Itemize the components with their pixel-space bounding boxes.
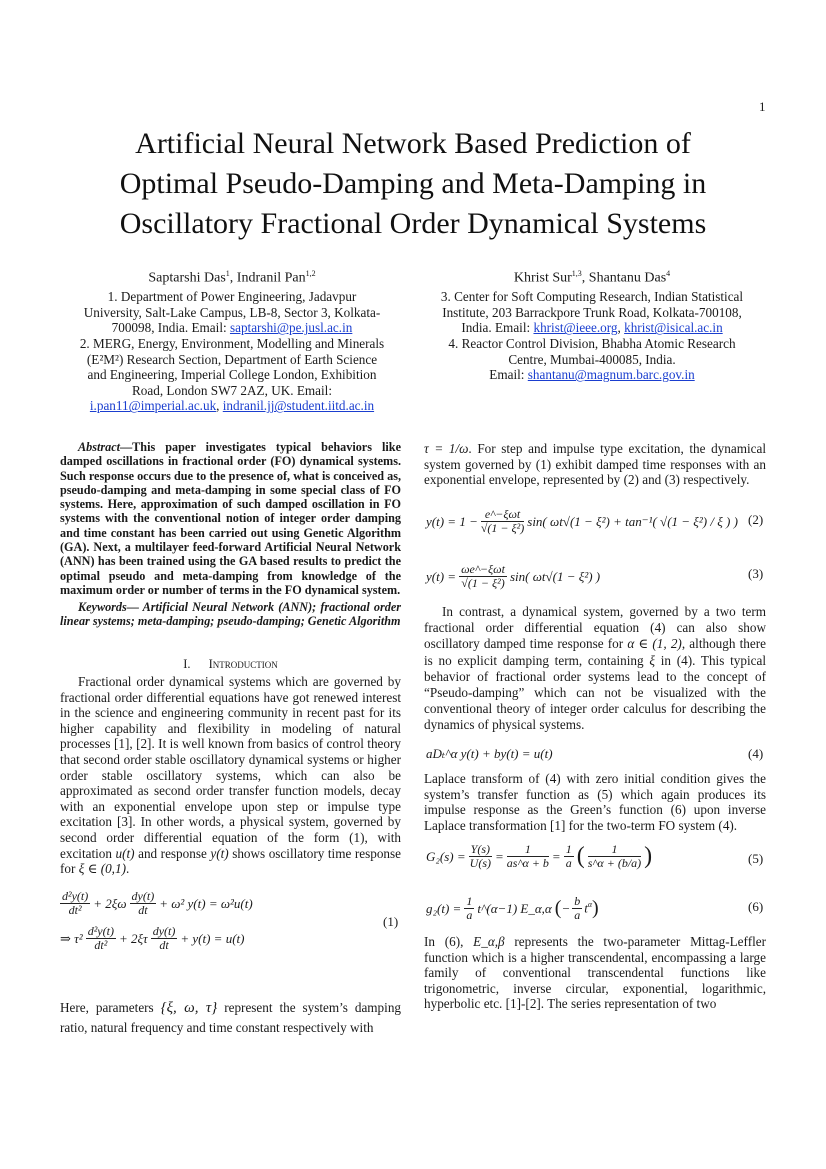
equation-number: (2): [748, 512, 764, 527]
equation-line: [426, 563, 600, 590]
affiliation-text: Email:: [489, 367, 528, 383]
inline-math: {ξ, ω, τ}: [160, 1000, 218, 1016]
denominator: dt: [138, 903, 148, 917]
paragraph: [424, 441, 766, 488]
paragraph-text: In contrast, a dynamical system, governed by a two term fractional order differential equation (4) can also show oscillatory damped time response for: [424, 604, 766, 652]
title-line: Oscillatory Fractional Order Dynamical Systems: [119, 207, 707, 240]
affiliation-line: 4. Reactor Control Division, Bhabha Atomic Research: [448, 336, 736, 352]
denominator: dt²: [68, 903, 82, 917]
author-name: Shantanu Das: [588, 270, 667, 286]
fraction: [507, 843, 549, 870]
denominator: dt: [159, 938, 169, 952]
affiliation-line: 3. Center for Soft Computing Research, Indian Statistical: [440, 289, 744, 305]
equation-number: (1): [383, 914, 399, 929]
fraction: [469, 843, 492, 870]
title-line: Optimal Pseudo-Damping and Meta-Damping in: [119, 167, 707, 200]
eq-term: + y(t) = u(t): [180, 930, 245, 946]
eq-term: sin( ωt√(1 − ξ²) + tan⁻¹( √(1 − ξ²) / ξ ) ): [527, 513, 738, 529]
eq-term: sin( ωt√(1 − ξ²) ): [509, 568, 601, 584]
paragraph-text: represent the system’s damping ratio, natural frequency and time constant respectively with: [60, 1000, 402, 1035]
equation-5: [426, 843, 652, 870]
eq-term: g₂(t) =: [426, 900, 462, 916]
numerator: e^−ξωt: [481, 508, 524, 522]
equation-line: [60, 890, 253, 917]
fraction: [130, 890, 157, 917]
email-link[interactable]: shantanu@magnum.barc.gov.in: [527, 367, 695, 383]
author-affil-sup: 4: [666, 269, 671, 278]
fraction: [572, 895, 582, 922]
keywords: [60, 600, 401, 629]
affiliation-line: (E²M²) Research Section, Department of Earth Science: [86, 351, 378, 367]
inline-math: ξ: [649, 652, 655, 668]
keywords-dash: —: [126, 600, 139, 614]
title-line: Artificial Neural Network Based Prediction of: [135, 127, 691, 160]
fraction: [86, 925, 116, 952]
page-number: 1: [759, 99, 766, 114]
paragraph-text: Here, parameters: [60, 1000, 161, 1015]
eq-term: G₂(s) =: [426, 848, 466, 864]
affiliation-line: University, Salt-Lake Campus, LB-8, Sector 3, Kolkata-: [83, 304, 381, 320]
numerator: ωe^−ξωt: [461, 562, 505, 576]
paragraph-text: represents the two-parameter Mittag-Leffler function which is a higher transcendental, encompassing a large family of conventional transcendental functions like trigonometric, inverse circular, exponential, logarithmic, hyperbolic etc. [1]-[2]. The series representation of two: [424, 934, 766, 1012]
numerator: b: [574, 894, 581, 908]
inline-math: y(t): [210, 845, 229, 861]
paragraph-text: and response: [134, 845, 211, 861]
fraction: [459, 563, 507, 590]
affiliation-line: Institute, 203 Barrackpore Trunk Road, Kolkata-700108,: [442, 304, 742, 320]
denominator: a: [565, 856, 572, 870]
inline-math: E_α,β: [473, 934, 505, 949]
equation-number: (4): [748, 746, 764, 761]
affiliation-line: Road, London SW7 2AZ, UK. Email:: [132, 382, 332, 398]
fraction: [564, 843, 574, 870]
numerator: dy(t): [152, 924, 176, 938]
author-name: Saptarshi Das: [148, 270, 226, 286]
numerator: d²y(t): [62, 889, 89, 903]
inline-math: u(t): [115, 845, 135, 861]
intro-paragraph: [60, 674, 401, 877]
denominator: dt²: [94, 938, 108, 952]
email-link[interactable]: saptarshi@pe.jusl.ac.in: [229, 320, 353, 336]
affiliation-line: [56, 320, 408, 336]
numerator: 1: [466, 894, 473, 908]
author-names: Saptarshi Das$^1$, Indranil Pan$^{1,2}$: [148, 269, 316, 286]
author-names: Khrist Sur$^{1,3}$, Shantanu Das$^4$: [513, 269, 671, 286]
fraction: [481, 508, 524, 535]
affiliation-line: [416, 367, 768, 383]
affiliation-line: India. Email: khrist@ieee.org, khrist@isical.ac.in: [461, 320, 723, 336]
paragraph-text: in (4). This typical behavior of fractional order systems lead to the concept of “Pseudo-damping” which can not be visualized with the conventional theory of integer order calculus for describing the dynamics of physical systems.: [424, 652, 766, 733]
equation-number: (5): [748, 851, 764, 866]
fraction: [60, 890, 90, 917]
affiliation-line: i.pan11@imperial.ac.uk, indranil.jj@student.iitd.ac.in: [89, 398, 375, 414]
eq-term: ⇒ τ²: [60, 930, 83, 946]
email-link[interactable]: i.pan11@imperial.ac.uk: [89, 398, 217, 414]
affiliation: [416, 289, 768, 336]
denominator: a: [466, 908, 473, 922]
affiliation-line: 2. MERG, Energy, Environment, Modelling and Minerals: [79, 336, 385, 352]
paragraph-text: Fractional order dynamical systems which are governed by fractional order differential equations have got renewed interest in the science and engineering community in recent past for its higher capability and flexibility in modeling of natural processes [1], [2]. It is well known from basics of control theory that second order stable oscillatory dynamical systems or higher order stable oscillatory systems, which can also be approximated as second order transfer function models, decay with an exponential envelope upon step or impulse type excitation [3]. In other words, a physical system, governed by second order differential equation of the form (1), with excitation: [60, 674, 401, 861]
paragraph: [424, 604, 766, 734]
eq-term: y(t) = 1 −: [426, 513, 478, 529]
equation-line: [426, 508, 738, 535]
equation-6: [426, 895, 599, 922]
denominator: √(1 − ξ²): [461, 576, 505, 590]
equation-number: (6): [748, 899, 764, 914]
author-affil-sup: 1,3: [571, 269, 582, 278]
inline-math: τ = 1/ω: [424, 441, 469, 456]
denominator: U(s): [469, 856, 491, 870]
denominator: √(1 − ξ²): [480, 521, 525, 535]
inline-math: ξ ∈ (0,1): [78, 861, 126, 877]
numerator: 1: [565, 842, 572, 856]
numerator: d²y(t): [87, 924, 114, 938]
section-heading: [60, 657, 401, 672]
paragraph: [424, 934, 766, 1012]
paragraph: [60, 998, 401, 1038]
paragraph-text: . For step and impulse type excitation, the dynamical system governed by (1) exhibit damped time responses with an exponential envelope, represented by (2) and (3) respectively.: [424, 441, 766, 488]
denominator: a: [574, 908, 581, 922]
equation-line: G₂(s) = $\frac{Y(s)}{U(s)}$ = $\frac{1}{as\^{}\alpha + b}$ = $\frac{1}{a}$ ( $\frac{1}{s\^{}\alpha + (b/a)}$ ): [426, 842, 653, 870]
denominator: as^α + b: [506, 856, 549, 870]
affiliation-line: and Engineering, Imperial College London, Exhibition: [87, 367, 377, 383]
eq-term: + 2ξω: [93, 895, 127, 911]
paragraph-text: Laplace transform of (4) with zero initial condition gives the system’s transfer function as (5) which again produces its impulse response as the Green’s function (6) upon inverse Laplace transformation [1] for the two-term FO system (4).: [424, 771, 766, 833]
author-name: Khrist Sur: [513, 270, 572, 286]
eq-term: + ω² y(t) = ω²u(t): [159, 895, 253, 911]
equation-2: [426, 508, 738, 535]
eq-term: y(t) =: [426, 568, 457, 584]
fraction: [151, 925, 178, 952]
section-title: Introduction: [208, 657, 278, 671]
affiliation-text: 700098, India. Email:: [111, 320, 230, 336]
email-link[interactable]: khrist@isical.ac.in: [624, 320, 723, 336]
eq-term: t^(α−1) E_α,α: [477, 900, 552, 916]
email-link[interactable]: indranil.jj@student.iitd.ac.in: [222, 398, 375, 414]
keywords-label: Keywords: [78, 600, 127, 614]
affiliation: [56, 336, 408, 414]
affiliation-line: 1. Department of Power Engineering, Jadavpur: [107, 289, 357, 305]
equation-line: [60, 925, 253, 952]
numerator: Y(s): [470, 842, 490, 856]
inline-math: α ∈ (1, 2): [627, 636, 682, 652]
abstract: [60, 440, 401, 597]
numerator: dy(t): [131, 889, 155, 903]
paragraph-text: In (6),: [424, 934, 474, 949]
abstract-text: This paper investigates typical behaviors like damped oscillations in fractional order (FO) dynamical systems. Such response occurs due to the presence of, what is conceived as, pseudo-damping and meta-damping in some special class of FO systems. Here, approximation of such damped oscillation in FO systems with the conventional notion of integer order damping and time constant has been carried out using Genetic Algorithm (GA). Next, a multilayer feed-forward Artificial Neural Network (ANN) has been trained using the GA based results to predict the optimal pseudo and meta-damping from knowledge of the maximum order or number of terms in the FO dynamical system.: [60, 440, 401, 597]
abstract-dash: —: [119, 440, 133, 454]
numerator: 1: [588, 843, 641, 857]
equation-1: [60, 890, 253, 952]
paragraph: [424, 771, 766, 833]
equation-3: [426, 563, 600, 590]
equation-4: aDₜ^α y(t) + by(t) = u(t): [426, 746, 553, 761]
denominator: s^α + (b/a): [587, 856, 642, 870]
keywords-text: Artificial Neural Network (ANN); fractional order linear systems; meta-damping; pseudo-damping; Genetic Algorithm: [60, 600, 401, 629]
affiliation-text: India. Email:: [461, 320, 534, 336]
email-link[interactable]: khrist@ieee.org: [533, 320, 618, 336]
abstract-label: Abstract: [78, 440, 120, 454]
eq-term: + 2ξτ: [118, 930, 148, 946]
paragraph-text: , although there is no explicit damping term, containing: [424, 636, 767, 668]
equation-line: g₂(t) = $\frac{1}{a}$ t^(α−1) E_α,α ( − $\frac{b}{a}$ $t^\alpha$ ): [426, 894, 599, 922]
author-name: Indranil Pan: [236, 270, 306, 286]
equation-number: (3): [748, 566, 764, 581]
paper-title: [60, 124, 766, 244]
paragraph-text: .: [125, 861, 130, 877]
fraction: [588, 843, 641, 870]
section-number: I.: [183, 657, 191, 671]
affiliation: [56, 289, 408, 336]
paragraph-text: shows oscillatory time response for: [60, 845, 402, 877]
fraction: [464, 895, 474, 922]
author-block-left: [56, 266, 408, 414]
author-affil-sup: 1,2: [305, 269, 316, 278]
affiliation: [416, 336, 768, 383]
author-block-right: [416, 266, 768, 383]
numerator: 1: [507, 843, 549, 857]
affiliation-line: Centre, Mumbai-400085, India.: [508, 351, 676, 367]
author-affil-sup: 1: [225, 269, 230, 278]
